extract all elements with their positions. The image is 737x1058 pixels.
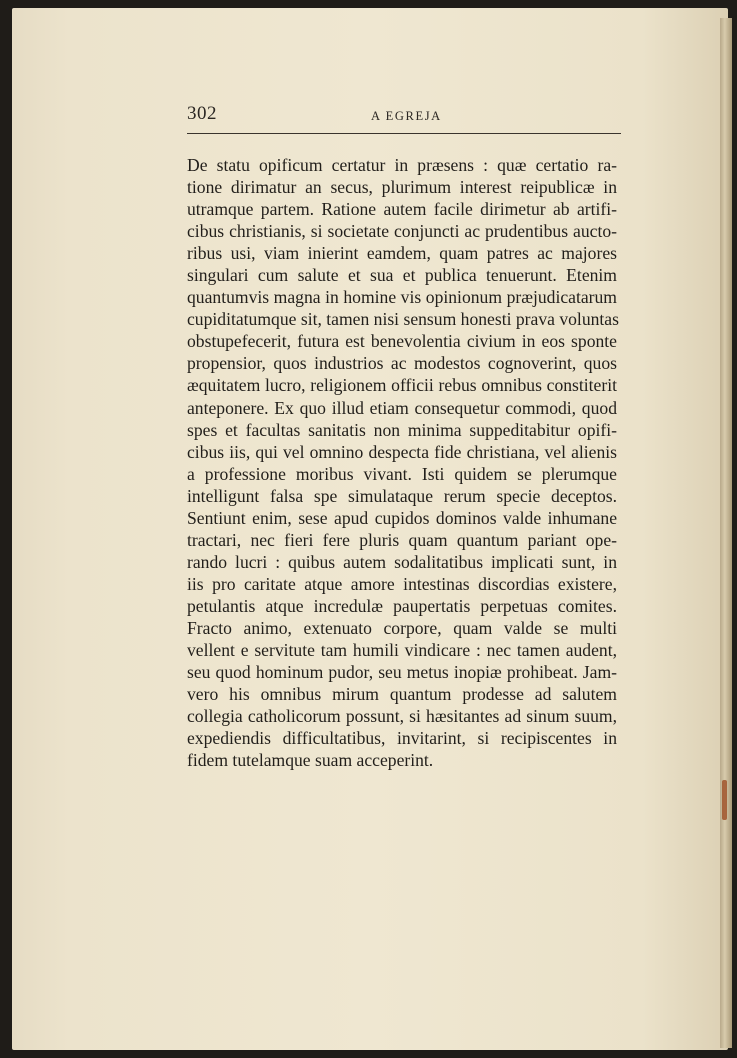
text-line: cibus iis, qui vel omnino despecta fide christiana, vel alienis — [187, 441, 617, 462]
text-line: rando lucri : quibus autem sodalitatibus implicati sunt, in — [187, 551, 617, 572]
text-line: expediendis difficultatibus, invitarint, si recipiscentes in — [187, 728, 617, 749]
text-line: intelligunt falsa spe simulataque rerum specie deceptos. — [187, 485, 617, 506]
text-line: propensior, quos industrios ac modestos cognoverint, quos — [187, 353, 617, 374]
text-line: ribus usi, viam inierint eamdem, quam patres ac majores — [187, 243, 617, 264]
body-paragraph — [187, 154, 617, 771]
page-edge — [720, 18, 732, 1048]
text-line: tione dirimatur an secus, plurimum interest reipublicæ in — [187, 177, 617, 198]
text-line: seu quod hominum pudor, seu metus inopiæ prohibeat. Jam- — [187, 662, 617, 683]
text-line: vero his omnibus mirum quantum prodesse ad salutem — [187, 684, 617, 705]
text-line: De statu opificum certatur in præsens : quæ certatio ra- — [187, 155, 617, 175]
text-line: collegia catholicorum possunt, si hæsitantes ad sinum suum, — [187, 706, 617, 727]
page-number: 302 — [187, 103, 217, 124]
text-line: anteponere. Ex quo illud etiam consequetur commodi, quod — [187, 397, 617, 418]
text-line: vellent e servitute tam humili vindicare : nec tamen audent, — [187, 640, 617, 661]
page-header — [187, 103, 621, 129]
text-line: Fracto animo, extenuato corpore, quam valde se multi — [187, 617, 617, 638]
text-line: æquitatem lucro, religionem officii rebus omnibus constiterit — [187, 375, 617, 396]
text-line: singulari cum salute et sua et publica tenuerunt. Etenim — [187, 265, 617, 286]
text-line: a professione moribus vivant. Isti quidem se plerumque — [187, 463, 617, 484]
text-line: utramque partem. Ratione autem facile dirimetur ab artifi- — [187, 199, 617, 220]
text-line: tractari, nec fieri fere pluris quam quantum pariant ope- — [187, 529, 617, 550]
text-line: petulantis atque incredulæ paupertatis perpetuas comites. — [187, 595, 617, 616]
text-line: obstupefecerit, futura est benevolentia civium in eos sponte — [187, 331, 617, 352]
text-line-last: fidem tutelamque suam acceperint. — [187, 750, 434, 771]
text-line: quantumvis magna in homine vis opinionum præjudicatarum — [187, 287, 617, 308]
text-line: iis pro caritate atque amore intestinas discordias existere, — [187, 573, 617, 594]
running-head: A EGREJA — [371, 109, 442, 123]
text-line: cupiditatumque sit, tamen nisi sensum honesti prava voluntas — [187, 309, 619, 330]
text-line: Sentiunt enim, sese apud cupidos dominos valde inhumane — [187, 507, 617, 528]
text-line: spes et facultas sanitatis non minima suppeditabitur opifi- — [187, 419, 617, 440]
bookmark-tab — [722, 780, 727, 820]
header-rule — [187, 133, 621, 134]
text-line: cibus christianis, si societate conjuncti ac prudentibus aucto- — [187, 221, 617, 242]
